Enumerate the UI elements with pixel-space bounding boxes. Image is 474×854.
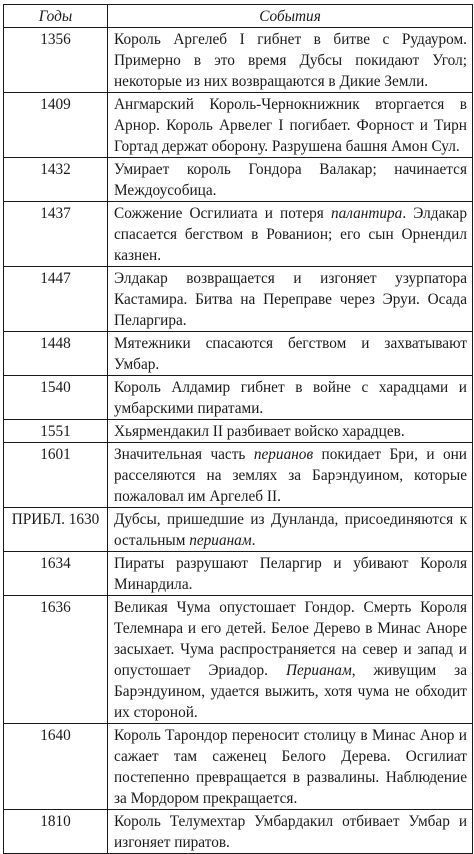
year-cell: 1636 — [4, 596, 108, 724]
event-text: . Элдакар спасается бегством в Рованион; его сын Орнендил казнен. — [114, 205, 467, 264]
event-text: . — [251, 532, 256, 549]
event-text: Умирает король Гондора Валакар; начинается Междоусобица. — [114, 161, 467, 199]
year-cell: ПРИБЛ. 1630 — [4, 508, 108, 552]
year-cell: 1447 — [4, 267, 108, 332]
event-text: Сожжение Осгилиата и потеря — [114, 205, 331, 222]
event-text: Великая Чума опустошает Гондор. Смерть Короля Телемнара и его детей. Белое Дерево в Минас Аноре засыхает. Чума распространяется на север и запад и опустошает Эриадор. — [114, 599, 467, 679]
table-row — [4, 28, 473, 93]
event-text: Элдакар возвращается и изгоняет узурпатора Кастамира. Битва на Переправе через Эруи. Осада Пеларгира. — [114, 270, 467, 329]
year-cell: 1634 — [4, 552, 108, 596]
event-text: Ангмарский Король-Чернокнижник вторгается в Арнор. Король Арвелег I погибает. Форност и Тирн Гортад держат оборону. Разрушена башня Амон Сул. — [114, 96, 467, 155]
event-cell — [108, 724, 473, 810]
year-cell: 1640 — [4, 724, 108, 810]
event-text: Дубсы, пришедшие из Дунланда, присоединяются к остальным — [114, 511, 467, 549]
event-cell — [108, 267, 473, 332]
table-row — [4, 552, 473, 596]
event-cell — [108, 596, 473, 724]
event-cell — [108, 332, 473, 376]
table-row — [4, 376, 473, 420]
event-text: Король Телумехтар Умбардакил отбивает Умбар и изгоняет пиратов. — [114, 813, 467, 851]
table-row — [4, 332, 473, 376]
column-header-years: Годы — [4, 5, 108, 28]
event-text: Хьярмендакил II разбивает войско харадцев. — [114, 423, 405, 440]
table-row — [4, 158, 473, 202]
table-row — [4, 596, 473, 724]
table-row — [4, 267, 473, 332]
header-row — [4, 5, 473, 28]
year-cell: 1810 — [4, 810, 108, 854]
event-cell — [108, 508, 473, 552]
table-row — [4, 724, 473, 810]
year-cell: 1432 — [4, 158, 108, 202]
year-cell: 1551 — [4, 420, 108, 443]
event-text: Король Тарондор переносит столицу в Минас Анор и сажает там саженец Белого Дерева. Осгилиат постепенно превращается в развалины. Наблюдение за Мордором прекращается. — [114, 727, 467, 807]
year-cell: 1540 — [4, 376, 108, 420]
table-row — [4, 202, 473, 267]
event-text-italic: перианов — [253, 446, 314, 463]
event-text: покидает Бри, и они расселяются на землях за Барэндуином, которые пожаловал им Аргелеб II. — [114, 446, 467, 505]
table-row — [4, 443, 473, 508]
event-text: Пираты разрушают Пеларгир и убивают Короля Минардила. — [114, 555, 467, 593]
event-text: , живущим за Барэндуином, удается выжить, хотя чума не обходит их стороной. — [114, 662, 467, 721]
event-text: Король Аргелеб I гибнет в битве с Рудауром. Примерно в это время Дубсы покидают Угол; некоторые из них возвращаются в Дикие Земли. — [114, 31, 467, 90]
event-cell — [108, 93, 473, 158]
event-cell — [108, 202, 473, 267]
event-text-italic: Перианам — [285, 662, 352, 679]
table-row — [4, 420, 473, 443]
event-cell — [108, 28, 473, 93]
event-text: Король Алдамир гибнет в войне с харадцами и умбарскими пиратами. — [114, 379, 467, 417]
event-text: Значительная часть — [114, 446, 254, 463]
table-header — [4, 5, 473, 28]
year-cell: 1437 — [4, 202, 108, 267]
event-cell — [108, 376, 473, 420]
event-cell — [108, 158, 473, 202]
event-text-italic: палантира — [330, 205, 403, 222]
year-cell: 1601 — [4, 443, 108, 508]
column-header-events: События — [108, 5, 473, 28]
year-cell: 1409 — [4, 93, 108, 158]
year-cell: 1356 — [4, 28, 108, 93]
year-cell: 1448 — [4, 332, 108, 376]
table-row — [4, 508, 473, 552]
event-cell — [108, 443, 473, 508]
event-text-italic: перианам — [189, 532, 252, 549]
table-body — [4, 28, 473, 854]
event-cell — [108, 810, 473, 854]
table-row — [4, 93, 473, 158]
event-cell — [108, 420, 473, 443]
event-cell — [108, 552, 473, 596]
chronicle-table — [3, 4, 473, 854]
event-text: Мятежники спасаются бегством и захватывают Умбар. — [114, 335, 467, 373]
table-row — [4, 810, 473, 854]
